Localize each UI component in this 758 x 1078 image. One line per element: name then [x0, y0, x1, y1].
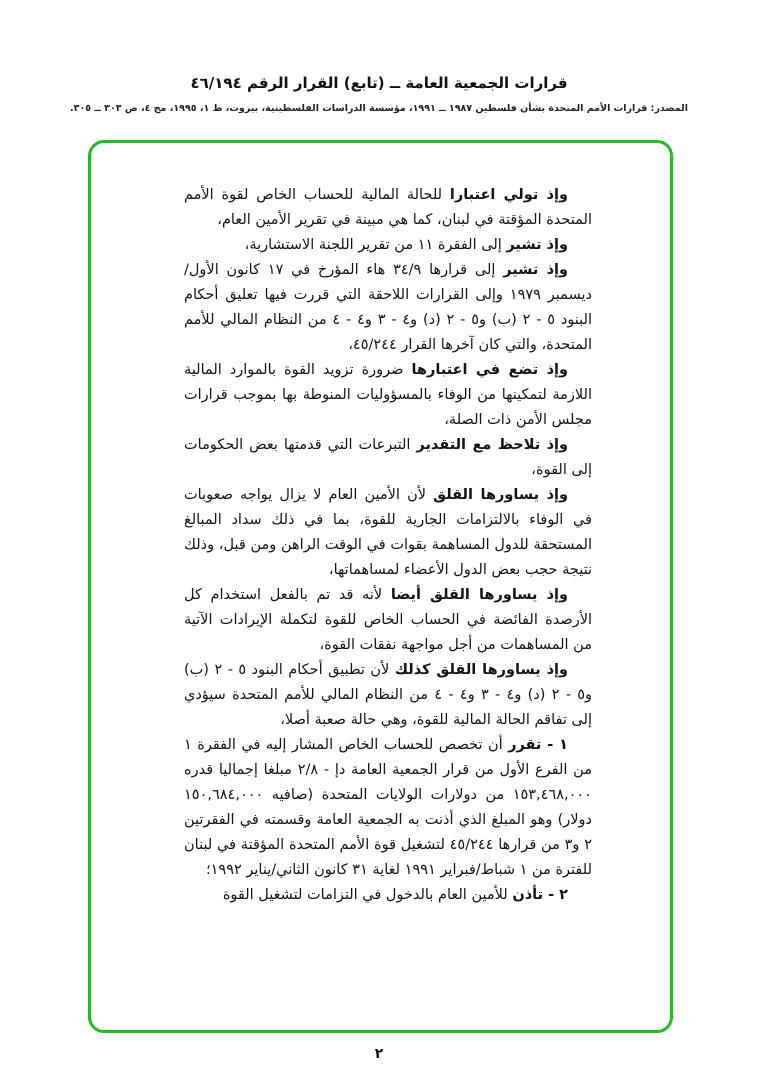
paragraph-text: إلى الفقرة ١١ من تقرير اللجنة الاستشارية، — [244, 237, 507, 253]
paragraph-lead: وإذ تشير — [503, 262, 568, 278]
paragraph-lead: وإذ يساورها القلق كذلك — [394, 662, 569, 678]
paragraph-lead: وإذ تشير — [506, 237, 568, 253]
paragraph-text: إلى قرارها ٣٤/٩ هاء المؤرخ في ١٧ كانون الأول/ ديسمبر ١٩٧٩ وإلى القرارات اللاحقة التي قررت فيها تعليق أحكام البنود ٥ - ٢ (ب) و٥ - ٢ (د) و٤ - ٣ و٤ - ٤ من النظام المالي للأمم المتحدة، والتي كان آخرها القرار ٤٥/٢٤٤، — [184, 262, 593, 353]
paragraph-text: لأن تطبيق أحكام البنود ٥ - ٢ (ب) و٥ - ٢ (د) و٤ - ٣ و٤ - ٤ من النظام المالي للأمم المتحدة سيؤدي إلى تفاقم الحالة المالية للقوة، وهي حالة صعبة أصلا، — [184, 662, 593, 728]
paragraph-text: التبرعات التي قدمتها بعض الحكومات إلى القوة، — [184, 437, 592, 478]
paragraph-text: لأن الأمين العام لا يزال يواجه صعوبات في الوفاء بالالتزامات الجارية للقوة، بما في ذلك سداد المبالغ المستحقة للدول المساهمة بقوات في الوقت الراهن ومن قبل، وذلك نتيجة حجب بعض الدول الأعضاء لمساهماتها، — [184, 487, 592, 578]
paragraph-text: أن تخصص للحساب الخاص المشار إليه في الفقرة ١ من الفرع الأول من قرار الجمعية العامة دإ - ٢/٨ مبلغا إجماليا قدره ١٥٣,٤٦٨,٠٠٠ من دولارات الولايات المتحدة (صافيه ١٥٠,٦٨٤,٠٠٠ دولار) وهو المبلغ الذي أذنت به الجمعية العامة وقسمته في الفقرتين ٢ و٣ من قرارها ٤٥/٢٤٤ لتشغيل قوة الأمم المتحدة المؤقتة في لبنان للفترة من ١ شباط/فبراير ١٩٩١ لغاية ٣١ كانون الثاني/يناير ١٩٩٢؛ — [184, 737, 592, 878]
paragraph-lead: وإذ يساورها القلق — [433, 487, 569, 503]
paragraph — [184, 658, 592, 733]
paragraph-text: للأمين العام بالدخول في التزامات لتشغيل القوة — [222, 887, 513, 903]
paragraph-lead: وإذ تضع في اعتبارها — [411, 362, 569, 378]
paragraph — [184, 233, 592, 258]
paragraph-lead: وإذ تلاحظ مع التقدير — [416, 437, 569, 453]
paragraph — [184, 433, 592, 483]
body-text — [184, 183, 592, 908]
paragraph — [184, 883, 592, 908]
paragraph — [184, 183, 592, 233]
paragraph-text: ضرورة تزويد القوة بالموارد المالية اللازمة لتمكينها من الوفاء بالمسؤوليات المنوطة بها بموجب قرارات مجلس الأمن ذات الصلة، — [184, 362, 592, 428]
paragraph-lead: ٢ - تأذن — [512, 887, 568, 903]
paragraph-lead: ١ - تقرر — [508, 737, 568, 753]
paragraph — [184, 733, 592, 883]
paragraph — [184, 358, 592, 433]
source-line: المصدر: قرارات الأمم المتحدة بشأن فلسطين ١٩٨٧ ــ ١٩٩١، مؤسسة الدراسات الفلسطينية، بيروت، ط ١، ١٩٩٥، مج ٤، ص ٣٠٣ ــ ٣٠٥. — [70, 103, 688, 114]
paragraph — [184, 583, 592, 658]
content-frame — [88, 140, 673, 1033]
paragraph-lead: وإذ تولي اعتبارا — [449, 187, 568, 203]
paragraph-text: للحالة المالية للحساب الخاص لقوة الأمم المتحدة المؤقتة في لبنان، كما هي مبينة في تقرير الأمين العام، — [184, 187, 592, 228]
page-number: ٢ — [374, 1046, 384, 1062]
paragraph — [184, 258, 592, 358]
paragraph-text: لأنه قد تم بالفعل استخدام كل الأرصدة الفائضة في الحساب الخاص للقوة لتكملة الإيرادات الآتية من المساهمات من أجل مواجهة نفقات القوة، — [184, 587, 592, 653]
paragraph-lead: وإذ يساورها القلق أيضا — [390, 587, 568, 603]
page-title: قرارات الجمعية العامة ــ (تابع) القرار الرقم ٤٦/١٩٤ — [190, 74, 568, 92]
paragraph — [184, 483, 592, 583]
